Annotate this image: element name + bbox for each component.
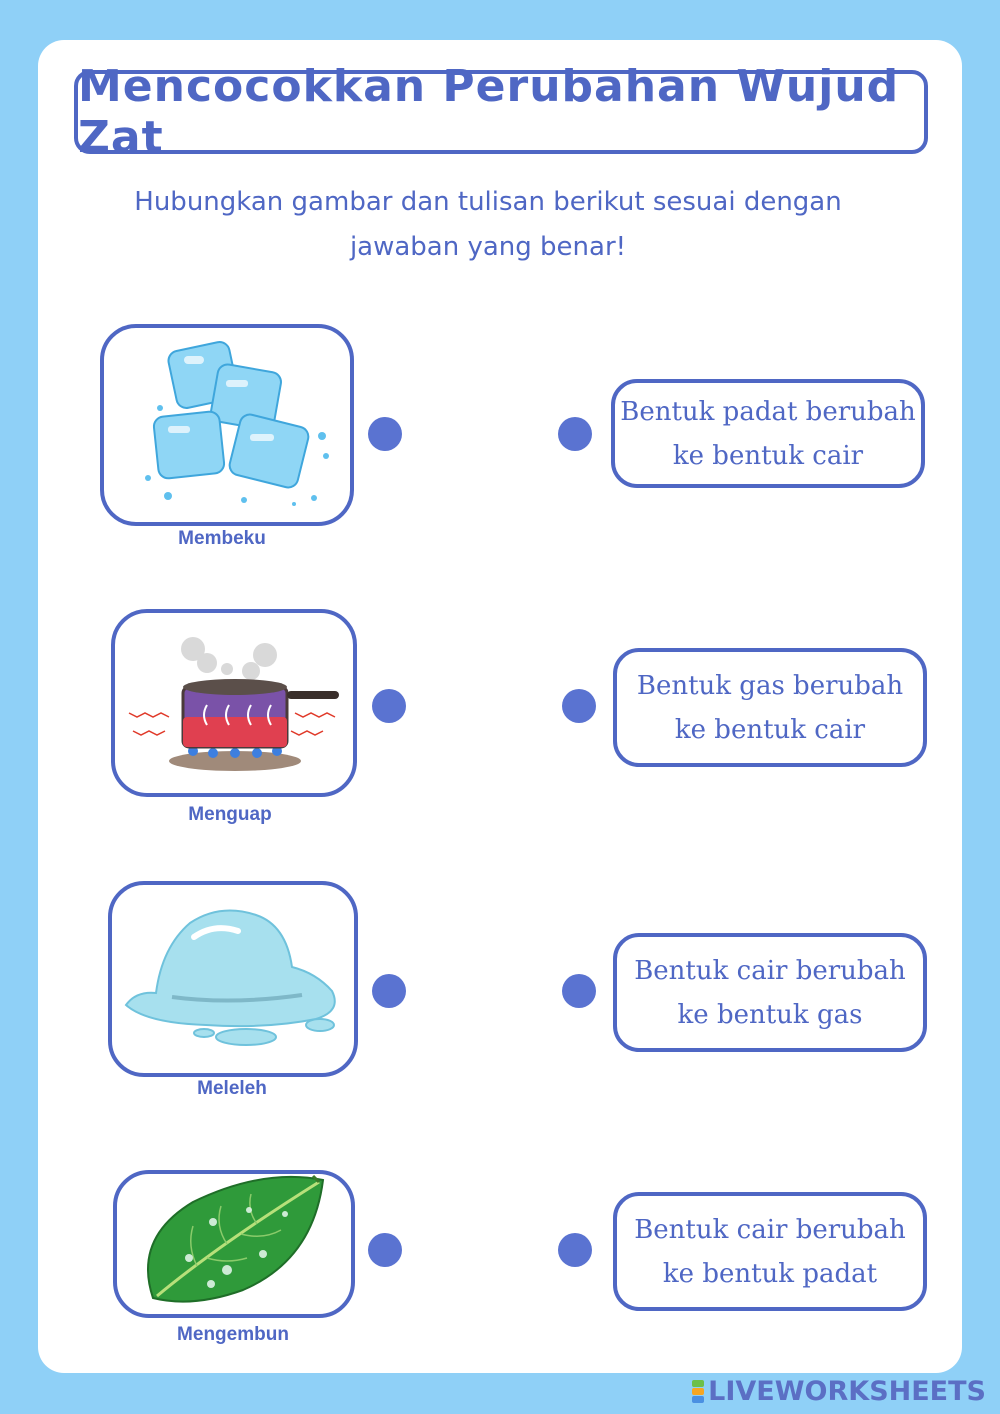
caption-menguap: Menguap — [188, 804, 272, 825]
caption-meleleh: Meleleh — [197, 1078, 267, 1099]
picture-dot-4[interactable] — [368, 1233, 402, 1267]
answer-box-3[interactable]: Bentuk cair berubah ke bentuk gas — [613, 933, 927, 1052]
ice-cubes-image — [100, 324, 354, 526]
instruction-text: Hubungkan gambar dan tulisan berikut sesuai dengan jawaban yang benar! — [134, 187, 842, 262]
picture-dot-2[interactable] — [372, 689, 406, 723]
answer-dot-3[interactable] — [562, 974, 596, 1008]
melting-ice-image — [108, 881, 358, 1077]
picture-dot-3[interactable] — [372, 974, 406, 1008]
answer-dot-2[interactable] — [562, 689, 596, 723]
caption-membeku: Membeku — [178, 528, 266, 549]
answer-box-1[interactable]: Bentuk padat berubah ke bentuk cair — [611, 379, 925, 488]
liveworksheets-mark-icon — [692, 1380, 704, 1403]
brand-text: LIVEWORKSHEETS — [708, 1375, 986, 1407]
answer-dot-1[interactable] — [558, 417, 592, 451]
picture-dot-1[interactable] — [368, 417, 402, 451]
dewy-leaf-image — [113, 1170, 355, 1318]
liveworksheets-logo — [692, 1374, 986, 1408]
boiling-pot-image — [111, 609, 357, 797]
answer-box-2[interactable]: Bentuk gas berubah ke bentuk cair — [613, 648, 927, 767]
answer-box-4[interactable]: Bentuk cair berubah ke bentuk padat — [613, 1192, 927, 1311]
worksheet-title: Mencocokkan Perubahan Wujud Zat — [74, 70, 928, 154]
caption-mengembun: Mengembun — [177, 1324, 289, 1345]
answer-dot-4[interactable] — [558, 1233, 592, 1267]
